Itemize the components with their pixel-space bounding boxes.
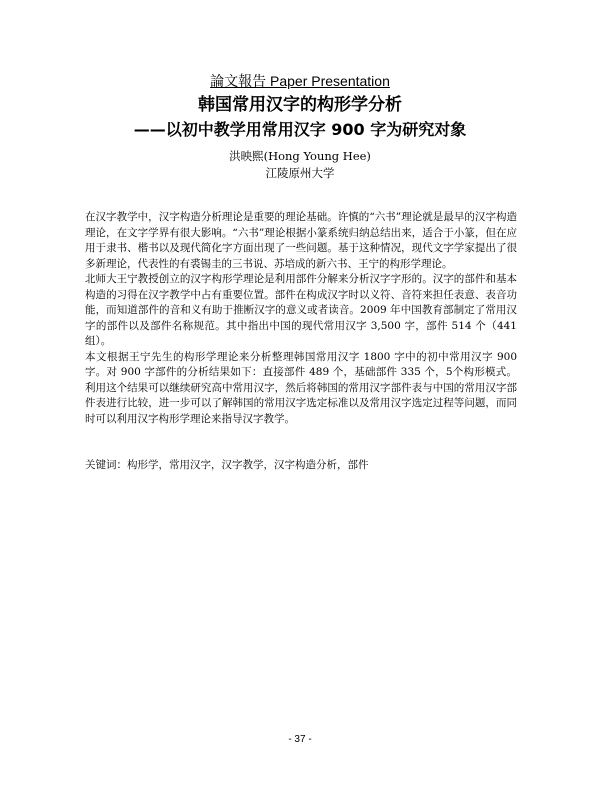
author-name: 洪映熙(Hong Young Hee) — [229, 149, 371, 163]
abstract-paragraph-1: 在汉字教学中，汉字构造分析理论是重要的理论基础。许慎的“六书”理论就是最早的汉字构造理论，在文字学界有很大影响。“六书”理论根据小篆系统归纳总结出来，适合于小篆，但在应用于隶书、楷书以及现代简化字方面出现了一些问题。基于这种情况，现代文字学家提出了很多新理论，代表性的有裘锡圭的三书说、苏培成的新六书、王宁的构形学理论。 — [85, 211, 517, 270]
page-number: - 37 - — [288, 734, 312, 745]
paper-header — [0, 72, 600, 141]
author-block — [0, 148, 600, 182]
abstract-paragraph-3: 本文根据王宁先生的构形学理论来分析整理韩国常用汉字 1800 字中的初中常用汉字 900 字。对 900 字部件的分析结果如下：直接部件 489 个，基础部件 335 个，5个构形模式。利用这个结果可以继续研究高中常用汉字，然后将韩国的常用汉字部件表与中国的常用汉字部件表进行比较，进一步可以了解韩国的常用汉字选定标准以及常用汉字选定过程等问题，而同时可以利用汉字构形学理论来指导汉字教学。 — [85, 350, 517, 425]
abstract-paragraph-2: 北师大王宁教授创立的汉字构形学理论是利用部件分解来分析汉字字形的。汉字的部件和基本构造的习得在汉字教学中占有重要位置。部件在构成汉字时以义符、音符来担任表意、表音功能，而知道部件的音和义有助于推断汉字的意义或者读音。2009 年中国教育部制定了常用汉字的部件以及部件名称规范。其中指出中国的现代常用汉字 3,500 字，部件 514 个（441 组）。 — [85, 273, 517, 347]
paper-subtitle: ——以初中教学用常用汉字 900 字为研究对象 — [133, 120, 467, 139]
paper-title: 韩国常用汉字的构形学分析 — [198, 95, 402, 115]
keywords-line: 关键词：构形学，常用汉字，汉字教学，汉字构造分析，部件 — [85, 459, 369, 471]
author-affiliation: 江陵原州大学 — [265, 166, 335, 180]
section-label: 論文報告 Paper Presentation — [210, 73, 390, 89]
abstract-body — [85, 210, 517, 427]
